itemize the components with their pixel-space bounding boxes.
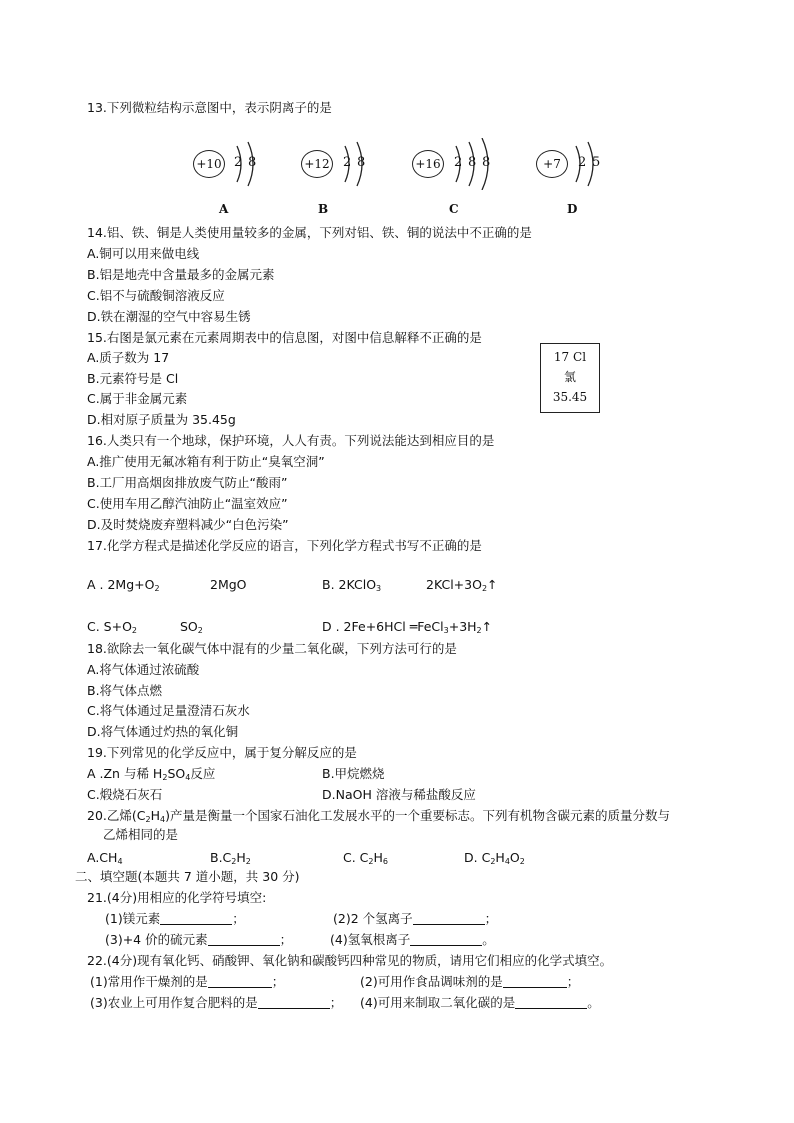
shell-electrons: 2 [343, 155, 352, 170]
shell-electrons: 2 [454, 155, 463, 170]
q22-item-4: (4)可用来制取二氧化碳的是 。 [360, 995, 600, 1010]
q14-option-d: D.铁在潮湿的空气中容易生锈 [87, 309, 251, 324]
shell-electrons: 8 [248, 155, 257, 170]
atom-label-c: C [449, 202, 459, 216]
element-mass: 35.45 [552, 390, 588, 404]
section-two-heading: 二、填空题(本题共 7 道小题，共 30 分) [75, 869, 300, 884]
atom-diagram-b [301, 138, 421, 190]
answer-blank[interactable] [160, 912, 232, 925]
q21-item-1: (1)镁元素 ； [105, 911, 245, 926]
q19-option-d: D.NaOH 溶液与稀盐酸反应 [322, 787, 476, 802]
q21-item-4: (4)氢氧根离子 。 [330, 932, 495, 947]
shell-electrons: 8 [468, 155, 477, 170]
q17-stem: 17.化学方程式是描述化学反应的语言，下列化学方程式书写不正确的是 [87, 538, 482, 553]
q19-option-a: A .Zn 与稀 $H_2SO_4$反应 [87, 766, 216, 782]
q16-option-b: B.工厂用高烟囱排放废气防止“酸雨” [87, 475, 288, 490]
q21-stem: 21.(4分)用相应的化学符号填空: [87, 890, 267, 905]
q16-stem: 16.人类只有一个地球，保护环境，人人有责。下列说法能达到相应目的是 [87, 433, 495, 448]
q14-option-a: A.铜可以用来做电线 [87, 246, 200, 261]
q19-option-b: B.甲烷燃烧 [322, 766, 385, 781]
shell-electrons: 8 [482, 155, 491, 170]
q16-option-c: C.使用车用乙醇汽油防止“温室效应” [87, 496, 288, 511]
q13-stem: 13.下列微粒结构示意图中，表示阴离子的是 [87, 100, 332, 115]
q18-option-b: B.将气体点燃 [87, 683, 163, 698]
q20-stem-line2: 乙烯相同的是 [103, 827, 179, 842]
element-number: 17 [553, 350, 570, 364]
shell-electrons: 2 [578, 155, 587, 170]
answer-blank[interactable] [410, 933, 482, 946]
shell-electrons: 8 [357, 155, 366, 170]
q17-option-d: D . 2Fe+6HCl $═FeCl_3+3H_2↑$ [322, 619, 493, 635]
q20-stem: 20.乙烯$(C_2H_4)$产量是衡量一个国家石油化工发展水平的一个重要标志。下列有机物含碳元素的质量分数与 [87, 808, 670, 824]
q14-stem: 14.铝、铁、铜是人类使用量较多的金属，下列对铝、铁、铜的说法中不正确的是 [87, 225, 532, 240]
q20-option-a: $A.CH_4$ [87, 850, 123, 866]
q20-option-b: $B.C_2H_2$ [210, 850, 251, 866]
answer-blank[interactable] [503, 975, 567, 988]
q20-option-c: C. $C_2H_6$ [343, 850, 388, 866]
atom-diagram-c [412, 138, 532, 190]
atom-label-a: A [219, 202, 229, 216]
nucleus: +7 [536, 150, 568, 178]
q18-option-c: C.将气体通过足量澄清石灰水 [87, 703, 250, 718]
q17-option-c: C. $S+O_2$ [87, 619, 138, 635]
answer-blank[interactable] [258, 996, 330, 1009]
answer-blank[interactable] [515, 996, 587, 1009]
atom-diagram-d [536, 138, 656, 190]
answer-blank[interactable] [208, 975, 272, 988]
q22-stem: 22.(4分)现有氧化钙、硝酸钾、氧化钠和碳酸钙四种常见的物质，请用它们相应的化学式填空。 [87, 953, 613, 968]
q21-item-2: (2)2 个氢离子 ； [333, 911, 498, 926]
q16-option-d: D.及时焚烧废弃塑料减少“白色污染” [87, 517, 289, 532]
q17-option-a: A . $2Mg+O_2$ [87, 577, 160, 593]
q17-option-b: B. 2KClO$_3$ [322, 577, 382, 593]
answer-blank[interactable] [413, 912, 485, 925]
shell-electrons: 2 [234, 155, 243, 170]
q17-option-b-product: $2KCl+3O_2↑$ [426, 577, 498, 593]
q20-option-d: D. $C_2H_4O_2$ [464, 850, 525, 866]
q15-option-c: C.属于非金属元素 [87, 391, 188, 406]
answer-blank[interactable] [208, 933, 280, 946]
q15-option-b: B.元素符号是 Cl [87, 371, 179, 386]
q18-stem: 18.欲除去一氧化碳气体中混有的少量二氧化碳，下列方法可行的是 [87, 641, 457, 656]
atom-label-b: B [318, 202, 329, 216]
q17-option-a-product: 2MgO [210, 577, 247, 592]
atom-label-d: D [567, 202, 578, 216]
shell-electrons: 5 [592, 155, 601, 170]
q14-option-c: C.铝不与硫酸铜溶液反应 [87, 288, 225, 303]
q15-option-d: D.相对原子质量为 35.45g [87, 412, 236, 427]
nucleus: +10 [193, 150, 225, 178]
atom-diagram-a [193, 138, 313, 190]
q14-option-b: B.铝是地壳中含量最多的金属元素 [87, 267, 275, 282]
q19-option-c: C.煅烧石灰石 [87, 787, 163, 802]
q15-option-a: A.质子数为 17 [87, 350, 170, 365]
q18-option-d: D.将气体通过灼热的氧化铜 [87, 724, 239, 739]
q17-option-c-product: $SO_2$ [180, 619, 203, 635]
element-number-symbol [541, 347, 599, 367]
q19-stem: 19.下列常见的化学反应中，属于复分解反应的是 [87, 745, 357, 760]
q22-item-1: (1)常用作干燥剂的是 ； [90, 974, 285, 989]
q22-item-3: (3)农业上可用作复合肥料的是 ； [90, 995, 343, 1010]
q18-option-a: A.将气体通过浓硫酸 [87, 662, 200, 677]
chlorine-element-card [540, 343, 600, 413]
q16-option-a: A.推广使用无氟冰箱有利于防止“臭氧空洞” [87, 454, 325, 469]
nucleus: +16 [412, 150, 444, 178]
nucleus: +12 [301, 150, 333, 178]
q22-item-2: (2)可用作食品调味剂的是 ； [360, 974, 580, 989]
q15-stem: 15.右图是氯元素在元素周期表中的信息图，对图中信息解释不正确的是 [87, 330, 482, 345]
q21-item-3: (3)+4 价的硫元素 ； [105, 932, 293, 947]
element-symbol: Cl [573, 350, 587, 364]
element-name: 氯 [563, 370, 576, 384]
